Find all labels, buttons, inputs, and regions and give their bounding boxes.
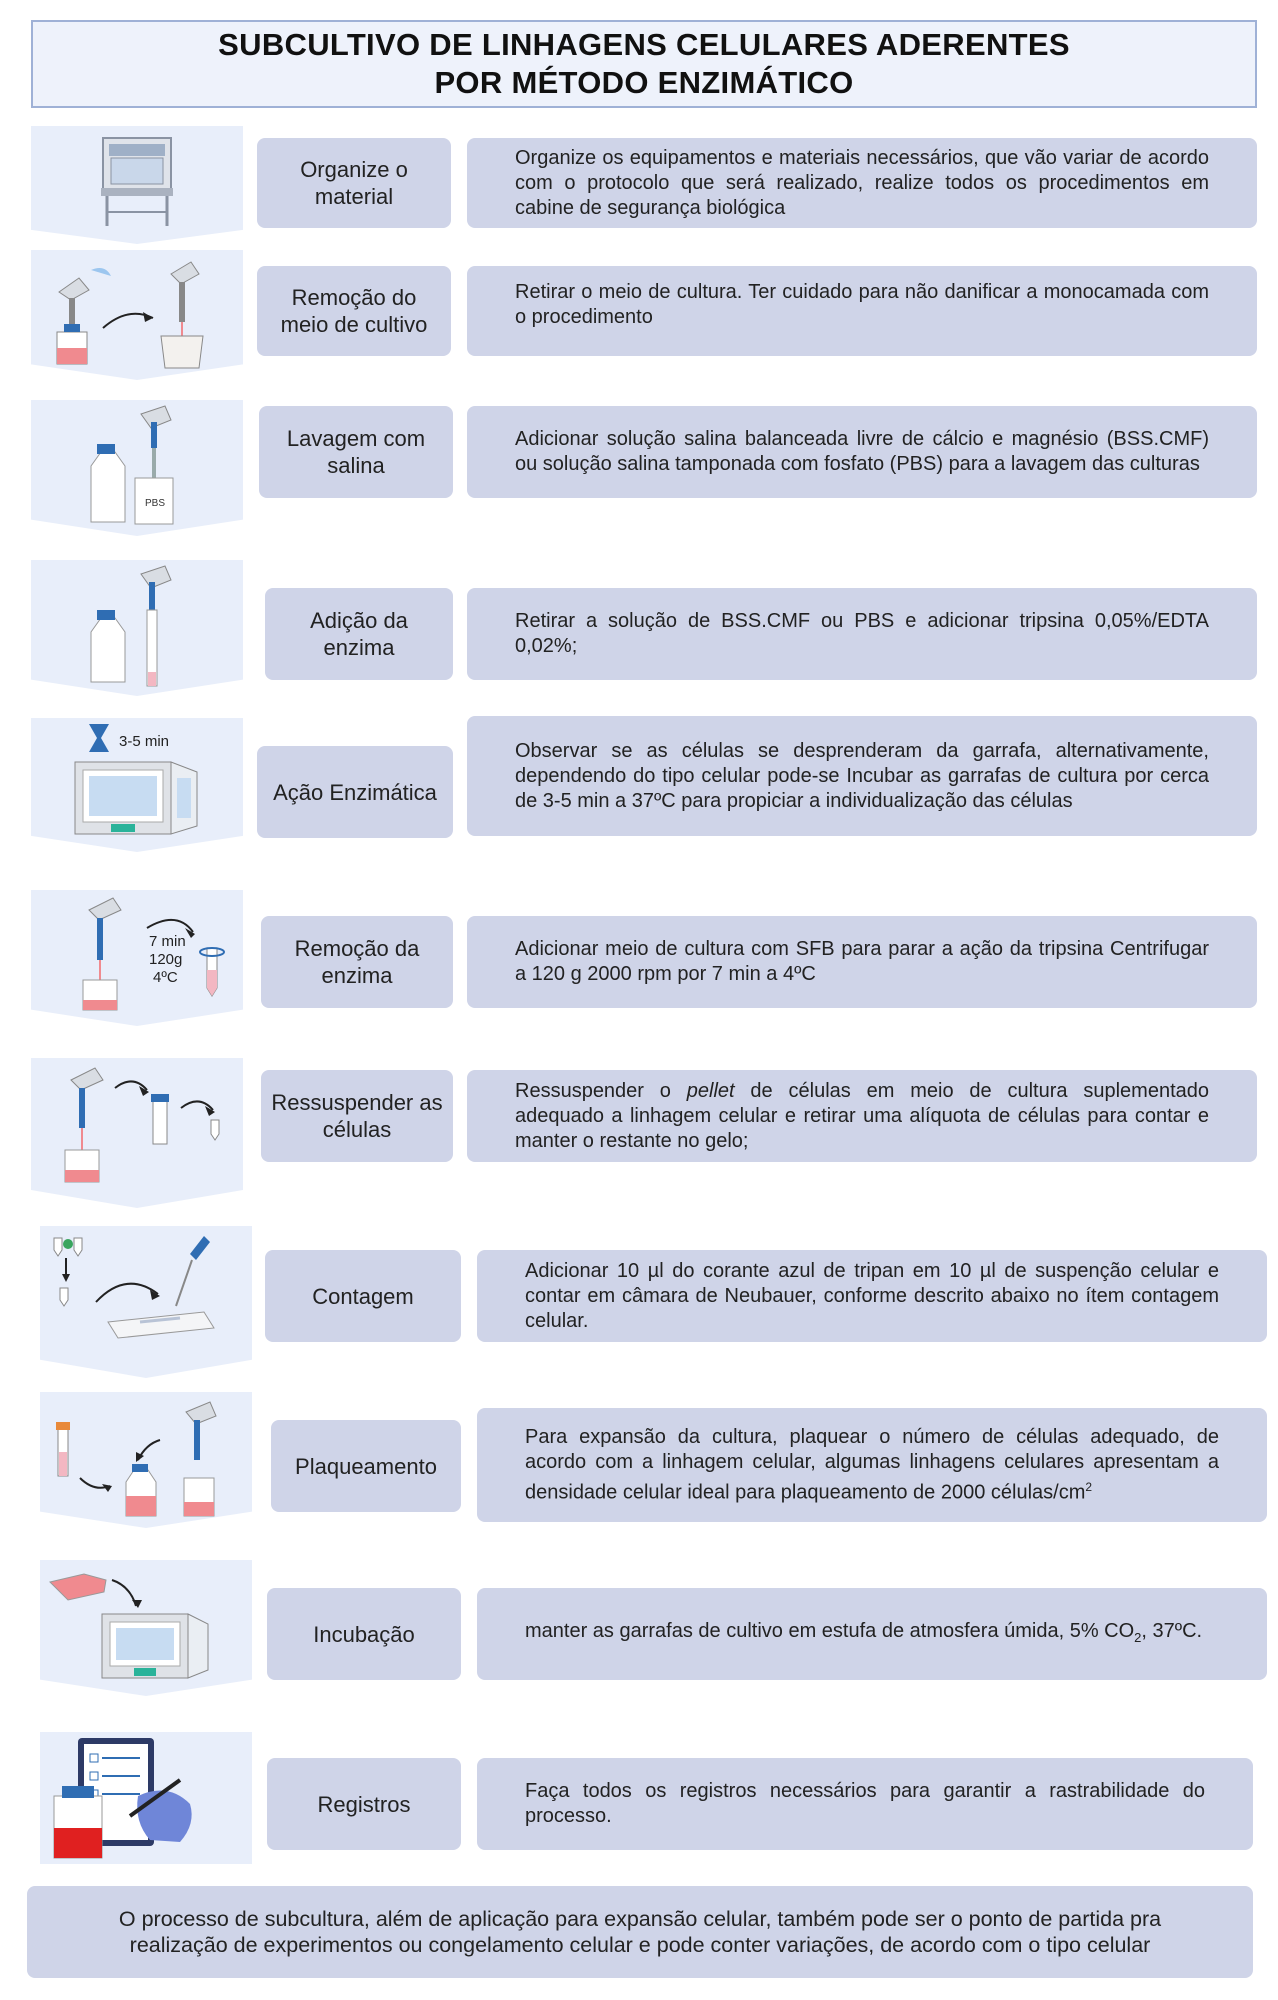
hourglass-icon bbox=[89, 724, 109, 752]
step-description-text bbox=[515, 1079, 1209, 1154]
desc-part: Ressuspender o bbox=[515, 1079, 687, 1102]
hemocytometer-count-icon bbox=[40, 1226, 252, 1378]
desc-part: manter as garrafas de cultivo em estufa de atmosfera úmida, 5% CO bbox=[525, 1619, 1135, 1642]
clipboard-records-icon bbox=[40, 1732, 252, 1864]
step-description bbox=[477, 1758, 1253, 1850]
step-description-text: Organize os equipamentos e materiais necessários, que vão variar de acordo com o protocolo que será realizado, realize todos os procedimentos em cabine de segurança biológica bbox=[515, 146, 1209, 219]
flask-pbs-pipette-icon bbox=[31, 400, 243, 536]
title-box bbox=[31, 20, 1257, 108]
step-label: Contagem bbox=[265, 1250, 461, 1342]
step-description bbox=[477, 1250, 1267, 1342]
force-label: 120g bbox=[149, 951, 183, 968]
pipette-remove-medium-icon bbox=[31, 250, 243, 380]
step-description-text: Adicionar meio de cultura com SFB para parar a ação da tripsina Centrifugar a 120 g 2000 rpm por 7 min a 4ºC bbox=[515, 938, 1209, 985]
step-description-text: Adicionar solução salina balanceada livre de cálcio e magnésio (BSS.CMF) ou solução salina tamponada com fosfato (PBS) para a lavagem das culturas bbox=[515, 428, 1209, 475]
step-description bbox=[467, 916, 1257, 1008]
step-label: Adição da enzima bbox=[265, 588, 453, 680]
step-label: Ressuspender as células bbox=[261, 1070, 453, 1162]
superscript: 2 bbox=[1085, 1479, 1093, 1494]
step-label: Incubação bbox=[267, 1588, 461, 1680]
step-label: Lavagem com salina bbox=[259, 406, 453, 498]
step-label: Remoção da enzima bbox=[261, 916, 453, 1008]
step-label: Remoção do meio de cultivo bbox=[257, 266, 451, 356]
flask-incubator-icon bbox=[40, 1560, 252, 1696]
centrifuge-tube-icon bbox=[31, 890, 243, 1026]
desc-part: Para expansão da cultura, plaquear o número de células adequado, de acordo com a linhagem celular, algumas linhagens celulares apresentam a densidade celular ideal para plaqueamento de 2000 células/cm bbox=[525, 1425, 1219, 1504]
step-label: Plaqueamento bbox=[271, 1420, 461, 1512]
title-line-2: POR MÉTODO ENZIMÁTICO bbox=[434, 65, 854, 100]
biosafety-cabinet-icon bbox=[31, 126, 243, 244]
step-description bbox=[467, 588, 1257, 680]
step-label: Registros bbox=[267, 1758, 461, 1850]
time-label: 7 min bbox=[149, 933, 186, 950]
step-label: Organize o material bbox=[257, 138, 451, 228]
subscript: 2 bbox=[1134, 1629, 1142, 1645]
desc-part: , 37ºC. bbox=[1141, 1619, 1203, 1642]
desc-italic: pellet bbox=[686, 1079, 735, 1102]
step-description bbox=[467, 266, 1257, 356]
step-description-text: Retirar a solução de BSS.CMF ou PBS e adicionar tripsina 0,05%/EDTA 0,02%; bbox=[515, 610, 1209, 657]
step-description-text: Retirar o meio de cultura. Ter cuidado para não danificar a monocamada com o procedimento bbox=[515, 281, 1209, 328]
step-description bbox=[477, 1588, 1267, 1680]
step-description-text bbox=[525, 1425, 1219, 1506]
pbs-label: PBS bbox=[145, 498, 166, 509]
desc-part: de células em meio de cultura suplementado adequado a linhagem celular e retirar uma alíquota de células para contar e manter o restante no gelo; bbox=[515, 1079, 1209, 1152]
title-line-1: SUBCULTIVO DE LINHAGENS CELULARES ADERENTES bbox=[218, 27, 1070, 62]
step-description bbox=[467, 138, 1257, 228]
plating-flasks-icon bbox=[40, 1392, 252, 1528]
footer-note: O processo de subcultura, além de aplicação para expansão celular, também pode ser o ponto de partida pra realização de experimentos ou congelamento celular e pode conter variações, de acordo com o tipo celular bbox=[27, 1886, 1253, 1978]
step-description-text: Faça todos os registros necessários para garantir a rastrabilidade do processo. bbox=[525, 1780, 1205, 1827]
step-description bbox=[467, 406, 1257, 498]
step-description bbox=[467, 716, 1257, 836]
resuspend-cells-icon bbox=[31, 1058, 243, 1208]
step-description-text bbox=[525, 1619, 1219, 1650]
step-description bbox=[467, 1070, 1257, 1162]
temperature-label: 4ºC bbox=[153, 969, 178, 986]
flask-pipette-enzyme-icon bbox=[31, 560, 243, 696]
step-description bbox=[477, 1408, 1267, 1522]
timer-label: 3-5 min bbox=[119, 733, 170, 750]
step-description-text: Observar se as células se desprenderam da garrafa, alternativamente, dependendo do tipo celular pode-se Incubar as garrafas de cultura por cerca de 3-5 min a 37ºC para propiciar a individualização das células bbox=[515, 739, 1209, 812]
step-label: Ação Enzimática bbox=[257, 746, 453, 838]
step-description-text: Adicionar 10 µl do corante azul de tripan em 10 µl de suspenção celular e contar em câmara de Neubauer, conforme descrito abaixo no ítem contagem celular. bbox=[525, 1259, 1219, 1332]
incubator-timer-icon bbox=[31, 718, 243, 852]
